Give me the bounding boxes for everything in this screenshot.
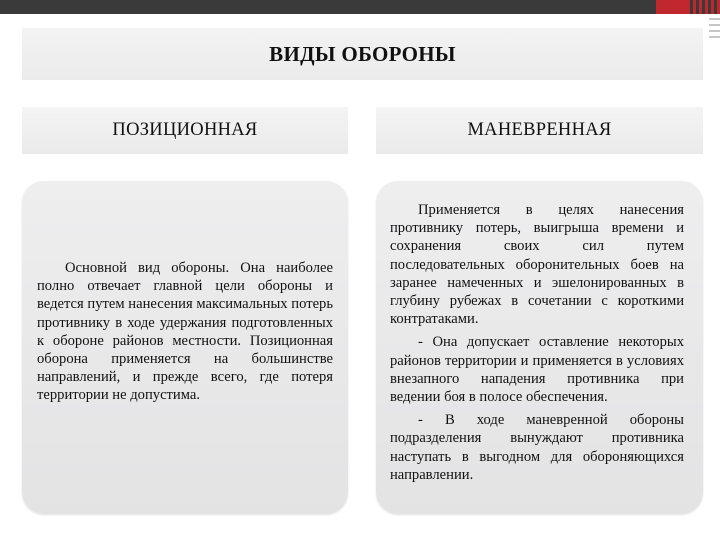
maneuver-paragraph-1: Применяется в целях нанесения противнику потерь, выигрыша времени и сохранения своих сил путем последовательных оборонительных боев на заранее намеченных и эшелонированных в глубину рубежах в сочетании с короткими контратаками. [390, 202, 684, 328]
top-accent-stripes [690, 0, 720, 14]
top-decor-bar [0, 0, 720, 14]
slide-title: ВИДЫ ОБОРОНЫ [22, 28, 703, 80]
maneuver-paragraph-2: - Она допускает оставление некоторых районов территории и применяется в условиях внезапного нападения противника при ведении боя в полосе обеспечения. [390, 334, 684, 406]
column-header-maneuver: МАНЕВРЕННАЯ [376, 107, 703, 154]
maneuver-paragraph-3: - В ходе маневренной обороны подразделения вынуждают противника наступать в выгодном для обороняющихся направлении. [390, 412, 684, 483]
positional-paragraph: Основной вид обороны. Она наиболее полно отвечает главной цели обороны и ведется путем нанесения максимальных потерь противнику в ходе удержания подготовленных к обороне районов местности. Позиционная оборона применяется на большинстве направлений, и прежде всего, где потеря территории не допустима. [37, 260, 333, 404]
maneuver-description [390, 201, 684, 489]
positional-description [37, 259, 333, 410]
column-header-positional: ПОЗИЦИОННАЯ [22, 107, 348, 154]
right-edge-lines [709, 14, 720, 48]
